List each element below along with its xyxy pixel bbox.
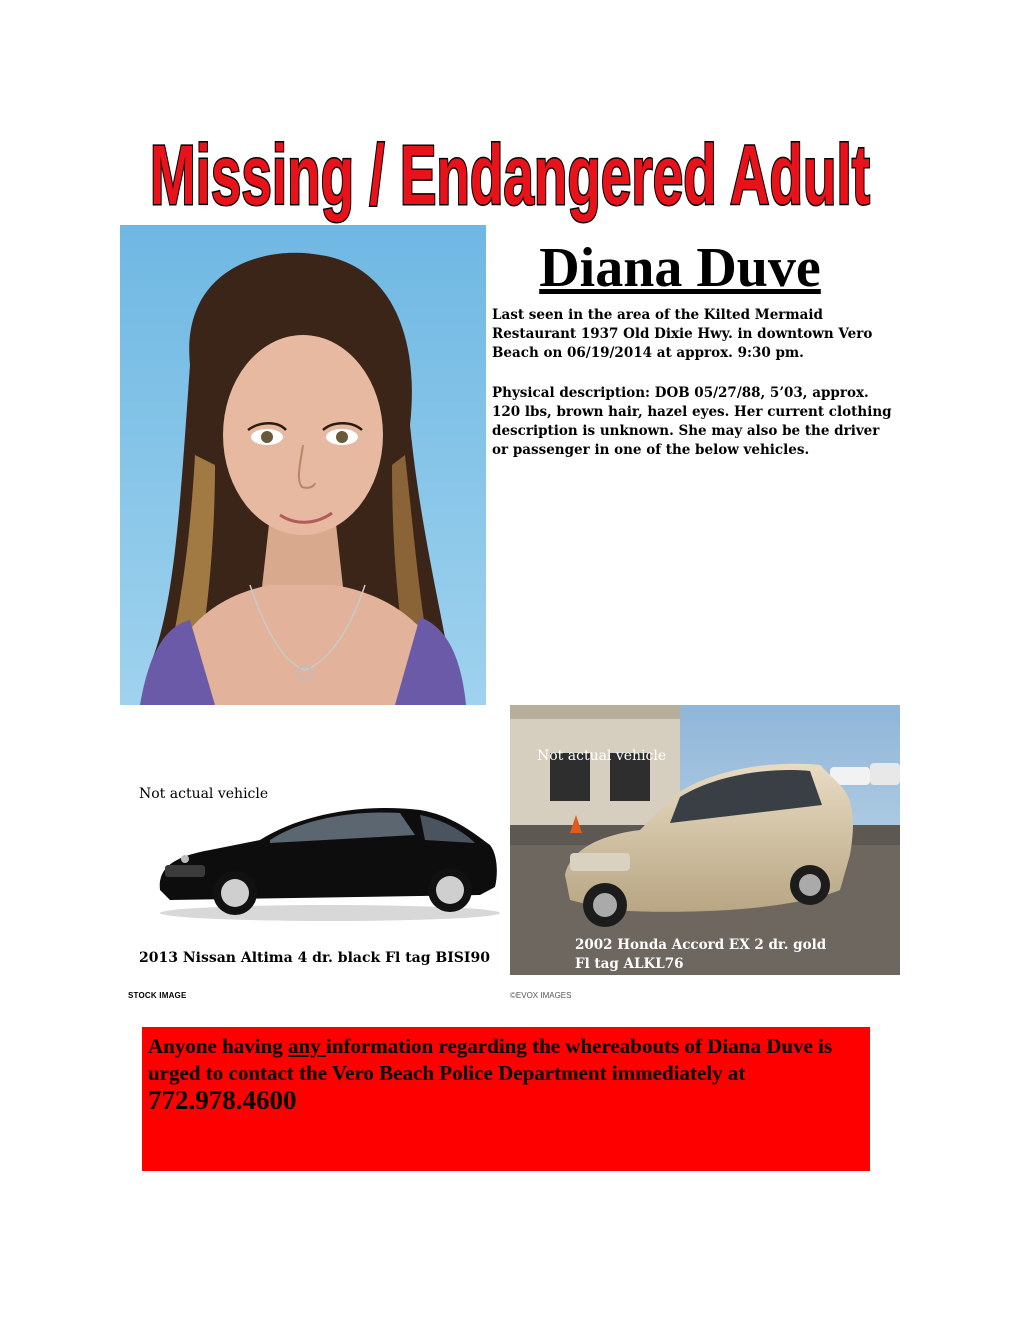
vehicle1-disclaimer: Not actual vehicle bbox=[139, 786, 269, 802]
physical-description-text: Physical description: DOB 05/27/88, 5’03, approx. 120 lbs, brown hair, hazel eyes. Her current clothing description is unknown. She may also be the driver or passenger in one of the below vehicles. bbox=[492, 385, 892, 458]
headline-text: Missing / Endangered Adult bbox=[150, 128, 870, 222]
vehicle2-disclaimer: Not actual vehicle bbox=[537, 748, 667, 764]
contact-alert-text bbox=[148, 1033, 868, 1116]
headline bbox=[0, 112, 1020, 224]
vehicle2-caption bbox=[575, 936, 826, 974]
vehicle2-caption-line1: 2002 Honda Accord EX 2 dr. gold bbox=[575, 937, 827, 953]
police-phone-number: 772.978.4600 bbox=[148, 1085, 297, 1115]
alert-part1: Anyone having bbox=[148, 1034, 289, 1058]
vehicle1-image bbox=[150, 795, 500, 925]
alert-emphasis: any bbox=[288, 1034, 326, 1058]
vehicle1-credit: STOCK IMAGE bbox=[128, 991, 187, 1000]
missing-person-name: Diana Duve bbox=[539, 237, 821, 299]
last-seen-text: Last seen in the area of the Kilted Mermaid Restaurant 1937 Old Dixie Hwy. in downtown Vero Beach on 06/19/2014 at approx. 9:30 pm. bbox=[492, 307, 873, 361]
missing-person-photo bbox=[120, 225, 486, 705]
vehicle2-image bbox=[510, 705, 900, 975]
vehicle1-caption: 2013 Nissan Altima 4 dr. black Fl tag BISI90 bbox=[139, 950, 490, 966]
vehicle2-credit: ©EVOX IMAGES bbox=[510, 991, 572, 1000]
headline-graphic bbox=[0, 112, 1020, 224]
alert-part2: information regarding the whereabouts of Diana Duve is urged to contact the Vero Beach Police Department immediately at bbox=[148, 1034, 833, 1085]
vehicle2-caption-line2: Fl tag ALKL76 bbox=[575, 956, 684, 972]
contact-alert-box bbox=[142, 1027, 870, 1171]
